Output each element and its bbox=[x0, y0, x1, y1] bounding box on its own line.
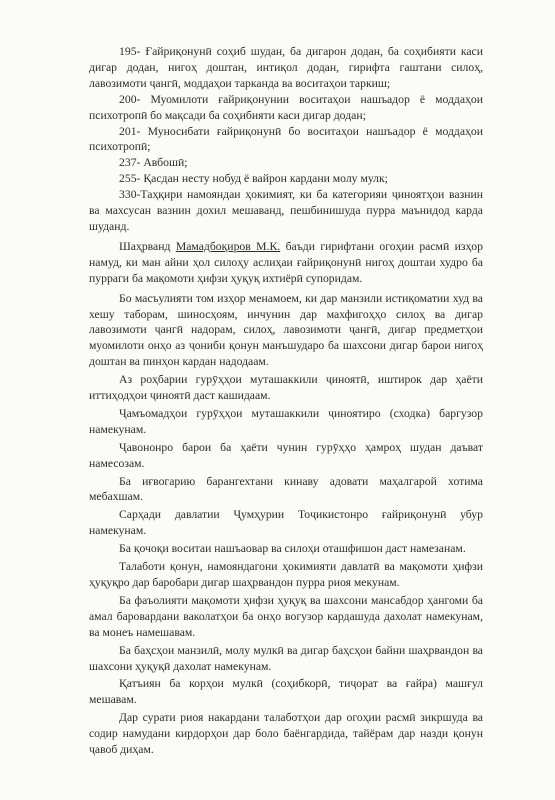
responsibility-paragraph: Бо масъулияти том изҳор менамоем, ки дар манзили истиқоматии худ ва хешу таборам, шиносҳоям, инчунин дар махфигоҳҳо силоҳ ва дигар лавозимоти ҷангӣ надорам, силоҳ, лавозимоти ҷангӣ, дигар предметҳои муомилоти онҳо аз ҷониби қонун манъшударо ба шахсони дигар барои нигоҳ доштан ва пинҳон кардан надодаам. bbox=[89, 291, 483, 369]
citizen-statement-before: Шаҳрванд bbox=[119, 239, 176, 253]
article-195: 195- Ғайриқонунӣ соҳиб шудан, ба дигарон додан, ба соҳибияти каси дигар додан, нигоҳ доштан, интиқол додан, гирифта гаштани силоҳ, лавозимоти ҷангӣ, моддаҳои тарканда ва воситаҳои таркиш; bbox=[89, 45, 483, 90]
officials-paragraph: Ба фаъолияти мақомоти ҳифзи ҳуқуқ ва шахсони мансабдор ҳангоми ба амал баровардани ваколатҳои ба онҳо вогузор кардашуда дахолат намекунам, ва монеъ намешавам. bbox=[89, 593, 483, 639]
article-200: 200- Муомилоти ғайриқонунии воситаҳои нашъадор ё моддаҳои психотропӣ бо мақсади ба соҳибияти каси дигар додан; bbox=[89, 92, 483, 122]
business-paragraph: Қатъиян ба корҳои мулкӣ (соҳибкорӣ, тиҷорат ва ғайра) машғул мешавам. bbox=[89, 677, 483, 707]
incitement-paragraph: Ба иғвогарию барангехтани кинаву адовати маҳалгарой хотима мебахшам. bbox=[89, 474, 483, 504]
article-237: 237- Авбошӣ; bbox=[119, 156, 188, 170]
meetings-paragraph: Ҷамъомадҳои гурӯҳҳои муташаккили ҷиноятиро (сходка) баргузор намекунам. bbox=[89, 406, 483, 436]
article-330: 330-Таҳқири намояндаи ҳокимият, ки ба категорияи ҷиноятҳои вазнин ва махсусан вазнин дохил мешаванд, пешбинишуда пурра маънидод карда шуданд. bbox=[89, 188, 483, 233]
citizen-statement-after: баъди гирифтани огоҳии расмӣ изҳор намуд, ки ман айни ҳол силоҳу аслиҳаи ғайриқонунӣ нигоҳ доштаи худро ба пурраги ба мақомоти ҳифзи ҳуқуқ ихтиёрӣ супоридам. bbox=[89, 239, 483, 285]
law-compliance-paragraph: Талаботи қонун, намояндагони ҳокимияти давлатӣ ва мақомоти ҳифзи ҳуқуқро дар баробари дигар шаҳрвандон пурра риоя мекунам. bbox=[89, 560, 483, 589]
article-255: 255- Қасдан несту нобуд ё вайрон кардани молу мулк; bbox=[119, 172, 388, 186]
smuggling-paragraph: Ба қочоқи воситаи нашъаовар ва силоҳи оташфишон даст намезанам. bbox=[119, 542, 466, 556]
citizen-name: Мамадбоқиров М.К. bbox=[175, 239, 281, 253]
final-paragraph: Дар сурати риоя накардани талаботҳои дар огоҳии расмӣ зикршуда ва содир намудани кирдорҳои дар боло баёнгардида, тайёрам дар назди қонун ҷавоб диҳам. bbox=[89, 711, 483, 757]
youth-paragraph: Ҷавононро барои ба ҳаёти чунин гурӯҳҳо ҳамроҳ шудан даъват намесозам. bbox=[89, 440, 483, 470]
border-paragraph: Сарҳади давлатии Ҷумҳурии Тоҷикистонро ғайриқонунӣ убур намекунам. bbox=[89, 508, 483, 538]
group-leadership-paragraph: Аз роҳбарии гурӯҳҳои муташаккили ҷиноятӣ, иштирок дар ҳаёти иттиҳодҳои ҷиноятӣ даст кашидаам. bbox=[89, 373, 483, 403]
disputes-paragraph: Ба баҳсҳои манзилӣ, молу мулкӣ ва дигар баҳсҳои байни шаҳрвандон ва шахсони ҳуқуқӣ дахолат намекунам. bbox=[89, 643, 483, 673]
article-201: 201- Муносибати ғайриқонунӣ бо воситаҳои нашъадор ё моддаҳои психотропӣ; bbox=[89, 124, 483, 154]
citizen-statement bbox=[89, 239, 483, 287]
